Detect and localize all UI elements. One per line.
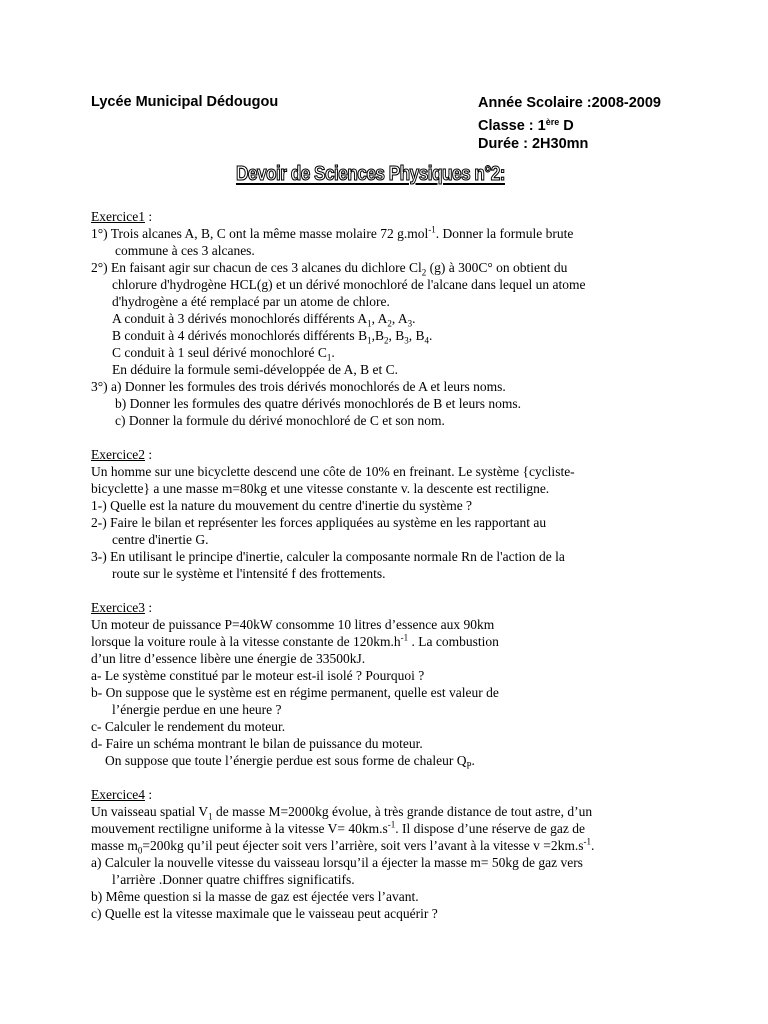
ex3-line: On suppose que toute l’énergie perdue est sous forme de chaleur $Q_P$.: [105, 753, 475, 771]
ex3-line: l’énergie perdue en une heure ?: [112, 702, 282, 717]
ex1-line: B conduit à 4 dérivés monochlorés différents $B_1,B_2$, $B_3$, $B_4$.: [112, 328, 433, 346]
ex1-line: A conduit à 3 dérivés monochlorés différents $A_1$, $A_2$, $A_3$.: [112, 311, 416, 329]
ex1-line: 2°) En faisant agir sur chacun de ces 3 alcanes du dichlore $Cl_2$ (g) à 300C° on obtient du: [91, 260, 568, 278]
ex2-line: 1-) Quelle est la nature du mouvement du centre d'inertie du système ?: [91, 498, 473, 513]
ex3-line: c- Calculer le rendement du moteur.: [91, 719, 286, 734]
exercise3-heading: Exercice3 :: [91, 600, 153, 615]
ex1-line: En déduire la formule semi-développée de A, B et C.: [112, 362, 399, 377]
ex2-line: centre d'inertie G.: [112, 532, 209, 547]
header-info: [478, 94, 661, 154]
ex2-line: route sur le système et l'intensité f des frottements.: [112, 566, 386, 581]
ex1-line: 3°) a) Donner les formules des trois dérivés monochlorés de A et leurs noms.: [91, 379, 506, 394]
ex1-line: chlorure d'hydrogène HCL(g) et un dérivé monochloré de l'alcane dans lequel un atome: [112, 277, 586, 292]
ex3-line: a- Le système constitué par le moteur est-il isolé ? Pourquoi ?: [91, 668, 425, 683]
exercise1-heading: Exercice1 :: [91, 209, 153, 224]
ex3-line: d- Faire un schéma montrant le bilan de puissance du moteur.: [91, 736, 423, 751]
ex1-line: d'hydrogène a été remplacé par un atome de chlore.: [112, 294, 390, 309]
ex3-line: d’un litre d’essence libère une énergie de 33500kJ.: [91, 651, 366, 666]
ex3-line: lorsque la voiture roule à la vitesse constante de $120km.h^{-1}$ . La combustion: [91, 632, 499, 649]
ex1-line: 1°) Trois alcanes A, B, C ont la même masse molaire 72 g.mol$^{-1}$. Donner la formule brute: [91, 224, 574, 241]
ex4-line: Un vaisseau spatial $V_1$ de masse M=2000kg évolue, à très grande distance de tout astre, d’un: [91, 804, 593, 822]
exam-body: [91, 208, 691, 922]
ex4-line: b) Même question si la masse de gaz est éjectée vers l’avant.: [91, 889, 419, 904]
ex4-line: mouvement rectiligne uniforme à la vitesse $V= 40km.s^{-1}$. Il dispose d’une réserve de gaz de: [91, 819, 585, 836]
class-level: Classe : 1ère D: [478, 116, 574, 134]
ex1-line: commune à ces 3 alcanes.: [115, 243, 255, 258]
ex4-line: l’arrière .Donner quatre chiffres significatifs.: [112, 872, 355, 887]
school-year: Année Scolaire :2008-2009: [478, 95, 661, 111]
ex2-line: 2-) Faire le bilan et représenter les forces appliquées au système en les rapportant au: [91, 515, 547, 530]
exercise4-heading: Exercice4 :: [91, 787, 153, 802]
exam-duration: Durée : 2H30mn: [478, 136, 589, 152]
ex3-line: b- On suppose que le système est en régime permanent, quelle est valeur de: [91, 685, 499, 700]
page-title: Devoir de Sciences Physiques n°2:: [236, 163, 505, 185]
ex2-line: 3-) En utilisant le principe d'inertie, calculer la composante normale Rn de l'action de la: [91, 549, 565, 564]
ex1-line: c) Donner la formule du dérivé monochloré de C et son nom.: [115, 413, 445, 428]
ex4-line: masse $m_0=200kg$ qu’il peut éjecter soit vers l’arrière, soit vers l’avant à la vitesse $v =2km.s^{-1}$.: [91, 836, 595, 856]
ex4-line: c) Quelle est la vitesse maximale que le vaisseau peut acquérir ?: [91, 906, 438, 921]
ex3-line: Un moteur de puissance P=40kW consomme 10 litres d’essence aux 90km: [91, 617, 495, 632]
ex2-line: Un homme sur une bicyclette descend une côte de 10% en freinant. Le système {cycliste-: [91, 464, 575, 479]
ex1-line: b) Donner les formules des quatre dérivés monochlorés de B et leurs noms.: [115, 396, 522, 411]
ex1-line: C conduit à 1 seul dérivé monochloré $C_1$.: [112, 345, 335, 363]
ex2-line: bicyclette} a une masse m=80kg et une vitesse constante v. la descente est rectiligne.: [91, 481, 550, 496]
exercise2-heading: Exercice2 :: [91, 447, 153, 462]
school-name: Lycée Municipal Dédougou: [91, 94, 279, 110]
ex4-line: a) Calculer la nouvelle vitesse du vaisseau lorsqu’il a éjecter la masse m= 50kg de gaz vers: [91, 855, 583, 870]
